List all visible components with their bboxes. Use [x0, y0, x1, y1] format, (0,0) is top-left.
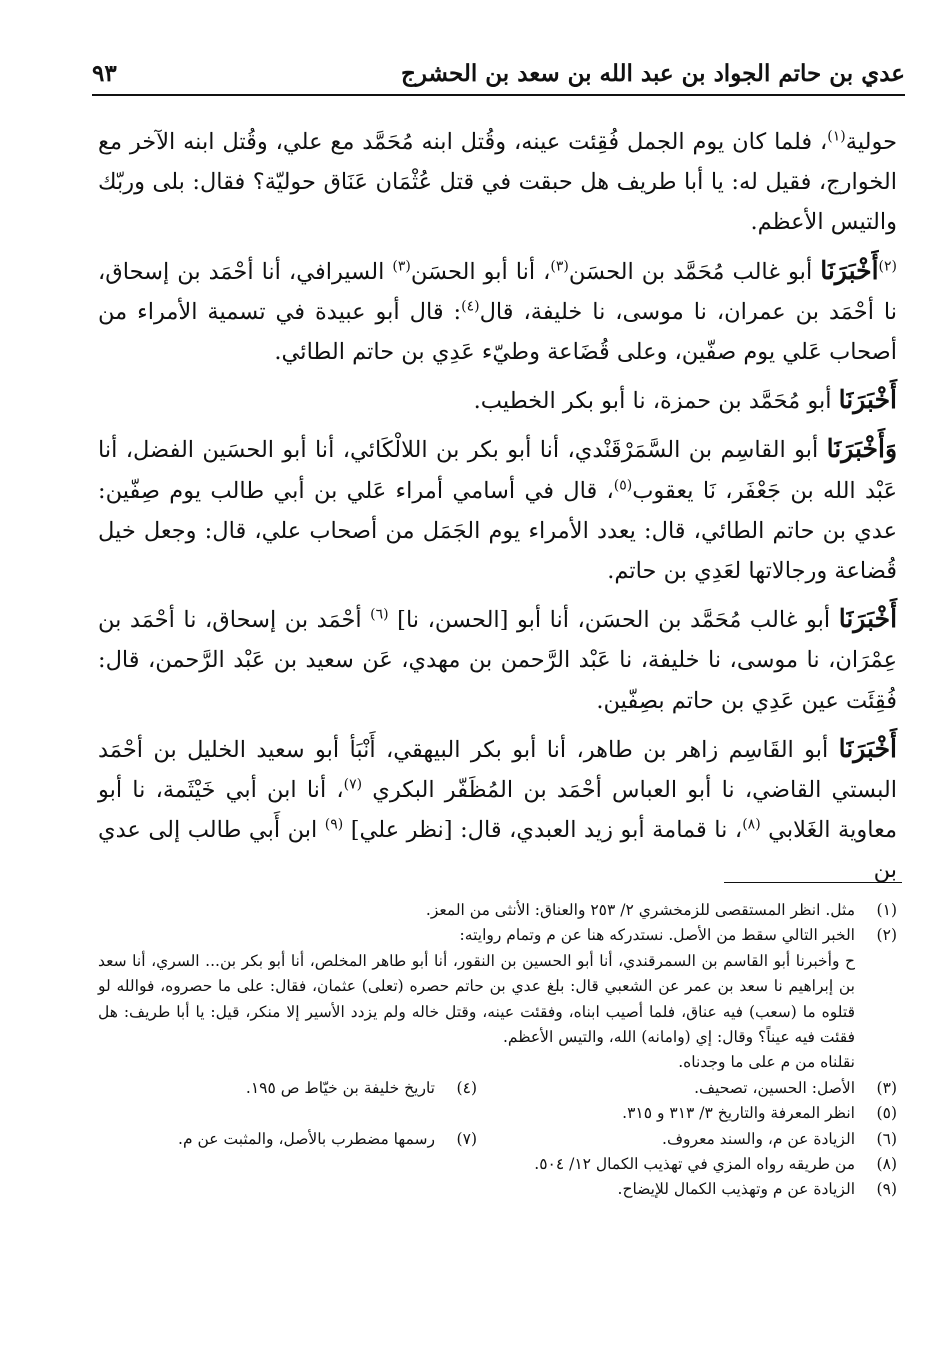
text: السيرافي، أنا أحْمَد بن إسحاق، نا أحْمَد بن عمران، نا موسى، نا خليفة، قال: [98, 258, 897, 325]
footnote-mark: (١): [876, 901, 897, 919]
page-number: ٩٣: [92, 60, 117, 87]
footnote-text: مثل. انظر المستقصى للزمخشري ٢/ ٢٥٣ والعناق: الأنثى من المعز.: [425, 901, 855, 919]
text: ، أنا أبو الحسَن: [410, 258, 551, 285]
footnote-mark: (٣): [876, 1078, 897, 1097]
main-text: [98, 122, 897, 899]
footnote-text: من طريقه رواه المزي في تهذيب الكمال ١٢/ ٥٠٤.: [534, 1155, 855, 1174]
footnote-text: الزيادة عن م، والسند معروف.: [662, 1129, 855, 1148]
footnote-mark: (٥): [876, 1104, 897, 1123]
text: حولية: [845, 129, 897, 155]
footnote-8: [98, 1152, 897, 1177]
footnote-mark: (٨): [876, 1155, 897, 1174]
header-rule: [92, 94, 905, 96]
paragraph-4: [98, 429, 897, 591]
footnote-row: [98, 1127, 897, 1152]
text: أبو القاسِم بن السَّمَرْقَنْدي، أنا أبو بكر بن اللالْكَائي، أنا أبو الحسَين الفضل، أنا عَبْد الله بن جَعْفَر، نَا يعقوب: [98, 437, 897, 504]
text: ، أنا ابن أبي خَيْثَمة، نا أبو معاوية الغَلابي: [98, 777, 898, 844]
text: ، نا قمامة أبو زيد العبدي، قال: [نظر علي]: [350, 817, 743, 844]
text: ، قال في أسامي أمراء عَلي بن أبي طالب يوم صِفّين: عدي بن حاتم الطائي، قال: يعدد الأمراء يوم الجَمَل من أصحاب علي، قال: وجعل خيل قُضاعة ورجالاتها لعَدِي بن حاتم.: [98, 477, 897, 585]
page-header: [92, 58, 905, 96]
footnote-ref: (٥): [613, 477, 633, 494]
footnote-ref: (٣): [550, 258, 569, 275]
paragraph-2: [98, 251, 897, 373]
footnote-2-note: نقلناه من م على ما وجدناه.: [678, 1053, 855, 1072]
text: أبو غالب مُحَمَّد بن الحسَن: [568, 258, 813, 285]
footnote-rule: [724, 882, 902, 883]
footnote-7: [98, 1127, 477, 1152]
footnote-mark: (٧): [456, 1129, 477, 1148]
paragraph-5: [98, 599, 897, 721]
footnote-1: [98, 898, 897, 923]
footnote-ref: (٦): [370, 606, 389, 623]
paragraph-6: [98, 729, 897, 891]
footnote-ref: (١): [827, 128, 846, 145]
footnote-text: تاريخ خليفة بن خيّاط ص ١٩٥.: [245, 1078, 435, 1097]
footnote-ref: (٣): [392, 258, 411, 275]
akhbarana-keyword: أَخْبَرَنَا: [820, 255, 879, 285]
paragraph-3: [98, 380, 897, 421]
footnote-3: [477, 1076, 897, 1101]
footnote-4: [98, 1076, 477, 1101]
text: ابن أَبي طالب إلى عدي بن: [98, 817, 897, 884]
footnote-text: انظر المعرفة والتاريخ ٣/ ٣١٣ و ٣١٥.: [622, 1104, 855, 1123]
footnote-5: [98, 1101, 897, 1126]
running-title: عدي بن حاتم الجواد بن عبد الله بن سعد بن الحشرج: [400, 60, 905, 87]
text: أبو القَاسِم زاهر بن طاهر، أنا أبو بكر البيهقي، أَنْبَأ أبو سعيد الخليل بن أحْمَد البستي القاضي، نا أبو العباس أحْمَد بن المُظَفّر البكري: [98, 736, 897, 804]
text: أبو غالب مُحَمَّد بن الحسَن، أنا أبو [الحسن، نا]: [397, 607, 831, 634]
akhbarana-keyword: وَأَخْبَرَنَا: [826, 434, 898, 464]
paragraph-1: [98, 122, 897, 243]
footnote-ref: (٨): [742, 816, 761, 833]
akhbarana-keyword: أَخْبَرَنَا: [838, 604, 898, 634]
footnote-ref: (٤): [461, 298, 480, 315]
footnote-9: [98, 1177, 897, 1202]
footnote-text: الزيادة عن م وتهذيب الكمال للإيضاح.: [617, 1180, 855, 1199]
text: : قال أبو عبيدة في تسمية الأمراء من أصحاب عَلي يوم صفّين، وعلى قُضَاعة وطيّء عَدِي بن حاتم الطائي.: [98, 298, 897, 366]
footnote-2-quote: ح وأخبرنا أبو القاسم بن السمرقندي، أنا أبو الحسين بن النقور، أنا أبو طاهر المخلص، أنا أبو بكر بن... السري، أنا سعد بن إبراهيم نا سعد بن عمر عن الشعبي قال: بلغ عدي بن حاتم حصره (تعلى) عثمان، فقال: على ما حصروه، فوالله لو قتلوه ما (سعب) فيه عناق، فلما أصيب ابناه، وفقئت عينه، وقتل خاله ولم يزدد الأسير إلا منكر، قيل: يا أبا طريف: هل فقئت فيه عيناً؟ وقال: إي (وامانه) الله، والتيس الأعظم.: [98, 951, 855, 1047]
text: أبو مُحَمَّد بن حمزة، نا أبو بكر الخطيب.: [473, 388, 832, 415]
footnote-ref: (٩): [324, 816, 344, 833]
footnote-text: الأصل: الحسين، تصحيف.: [694, 1078, 855, 1097]
footnotes: [98, 898, 897, 1203]
text: أحْمَد بن إسحاق، نا أحْمَد بن عِمْرَان، نا موسى، نا خليفة، نا عَبْد الرَّحمن بن مهدي، عَن سعيد بن عَبْد الرَّحمن، قال: فُقِئَت عين عَدِي بن حاتم بصِفّين.: [98, 607, 897, 714]
text: ، فلما كان يوم الجمل فُقِئت عينه، وقُتل ابنه مُحَمَّد مع علي، وقُتل ابنه الآخر مع الخوارج، فقيل له: يا أبا طريف هل حبقت في قتل عُثْمَان عَنَاق حوليّة؟ فقال: بلى وربّك والتيس الأعظم.: [98, 129, 897, 236]
akhbarana-keyword: أَخْبَرَنَا: [838, 733, 897, 763]
footnote-ref: (٢): [878, 258, 897, 275]
footnote-6: [477, 1127, 897, 1152]
akhbarana-keyword: أَخْبَرَنَا: [838, 385, 897, 415]
footnote-row: [98, 1076, 897, 1101]
footnote-text: الخبر التالي سقط من الأصل. نستدركه هنا عن م وتمام روايته:: [459, 926, 855, 945]
footnote-text: رسمها مضطرب بالأصل، والمثبت عن م.: [178, 1129, 435, 1148]
footnote-mark: (٤): [456, 1078, 477, 1097]
footnote-ref: (٧): [343, 776, 363, 793]
footnote-mark: (٩): [876, 1180, 897, 1199]
footnote-mark: (٦): [876, 1129, 897, 1148]
footnote-2: [98, 923, 897, 948]
footnote-mark: (٢): [876, 926, 897, 945]
